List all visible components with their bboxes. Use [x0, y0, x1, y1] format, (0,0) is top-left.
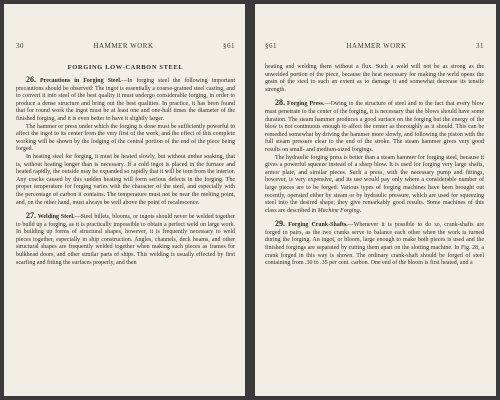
paragraph-27: 27. Welding Steel.—Steel billets, blooms, or ingots should never be welded together to build up a forging, as it is practically impossible to obtain a perfect weld on large work. In building up forms of structural shapes, however, it is frequently necessary to weld pieces together, especially in ship construction. Angles, channels, deck beams, and other structural shapes are frequently welded together when making such pieces as frames for bulkhead doors, and other similar parts of ships. This welding is usually effected by first scarfing and fitting the surfaces properly, and then — [16, 211, 235, 266]
section-heading: Forging Press. — [287, 101, 325, 108]
right-page — [255, 4, 496, 396]
paragraph: The hydraulic forging press is better than a steam hammer for forging steel, because it gives a powerful squeeze instead of a sharp blow. It is used for forging very large shafts, armor plate, and similar pieces. Such a press, with the necessary pump and fittings, however, is very expensive, and its use would pay only where a considerable number of large pieces are to be forged. Various types of forging machines have been brought out recently, operated either by steam or by hydraulic pressure, which are used for squeezing steel into the desired shape; they give remarkably good results. Some machines of this class are described in Machine Forging. — [265, 154, 484, 214]
paragraph-26: 26. Precautions in Forging Steel.—In forging steel the following important precautions should be observed: The ingot is essentially a coarse-grained steel casting, and to convert it into steel of the best quality it must undergo considerable forging, in order to produce a dense structure and bring out the best qualities. In practice, it has been found that for round work the ingot must be at least one and one-half times the diameter of the finished forging, and it is even better to have it slightly larger. — [16, 75, 235, 122]
running-title: HAMMER WORK — [346, 42, 407, 50]
left-page — [4, 4, 245, 396]
section-heading: Precautions in Forging Steel. — [40, 78, 122, 84]
paragraph-29: 29. Forging Crank-Shafts.—Whenever it is possible to do so, crank-shafts are forged in pairs, as the two cranks serve to balance each other when the work is turned during the forging. An ingot, or bloom, large enough to make both pieces is used and the finished forgings are separated by cutting them apart on the slotting machine. In Fig. 28, a crank forged in this way is shown. The ordinary crank-shaft should be forged of steel containing from .30 to .35 per cent. carbon. One end of the bloom is first heated, and a — [265, 219, 484, 267]
page-number: 30 — [16, 42, 24, 50]
chapter-title: FORGING LOW-CARBON STEEL — [67, 64, 184, 71]
paragraph: In heating steel for forging, it must be heated slowly, but without undue soaking, that is, without heating longer than is necessary. If a cold ingot is placed in the furnace and heated rapidly, the outside may be expanded so rapidly that it will be torn from the interior. Any cracks caused by this sudden heating will form serious defects in the forging. The proper temperature for forging varies with the character of the steel, and especially with the percentage of carbon it contains. The temperature must not be near the melting point, and, on the other hand, must always be well above the point of recalescence. — [16, 153, 235, 206]
section-heading: Welding Steel. — [37, 214, 75, 221]
paragraph: The hammer or press under which the forging is done must be sufficiently powerful to affect the ingot to its center from the very first of the work, and the effect of this complete working will be shown by the lodging of the central portion of the end of the piece being forged. — [16, 123, 235, 153]
page-number: 31 — [475, 42, 484, 50]
section-heading: Forging Crank-Shafts. — [288, 222, 348, 229]
right-page-header — [265, 42, 484, 50]
paragraph-28: 28. Forging Press.—Owing to the structure of steel and to the fact that every blow must penetrate to the center of the forging, it is necessary that the blows should have some duration. The steam hammer produces a good surface on the forging but the energy of the blow is not continuous enough to affect the center as thoroughly as it should. This can be remedied somewhat by driving the hammer more slowly, and following the piston with the full steam pressure clear to the end of the stroke. The steam hammer gives very good results on small- and medium-sized forgings. — [265, 98, 485, 153]
running-title: HAMMER WORK — [93, 42, 154, 50]
paragraph-continued: heating and welding them without a flux. Such a weld will not be as strong as the unwelded portion of the piece, because the heat necessary for making the weld opens the grain of the steel to such an extent as to damage it and somewhat decrease its tensile strength. — [265, 64, 484, 93]
left-page-header — [16, 42, 235, 50]
section-mark: §61 — [265, 42, 277, 50]
section-mark: §61 — [222, 42, 235, 50]
